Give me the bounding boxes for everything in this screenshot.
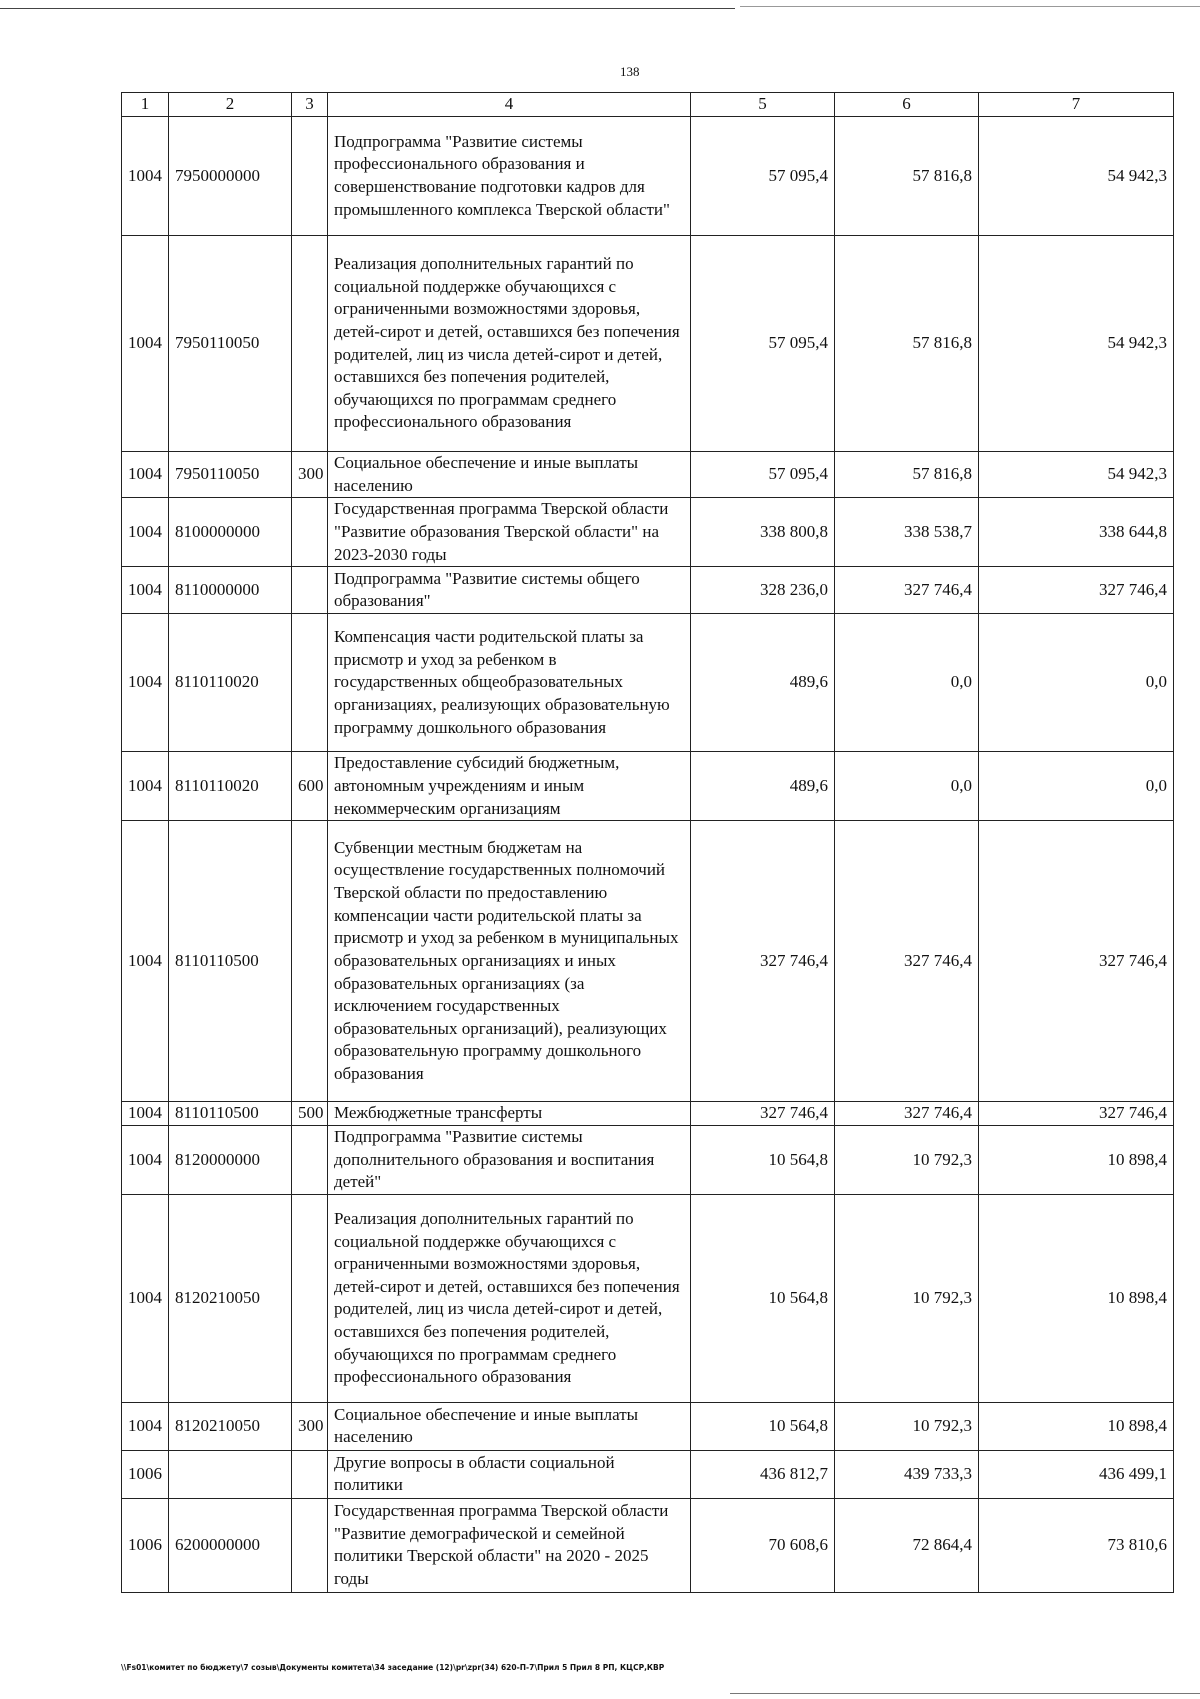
amount-col7: 10 898,4 — [979, 1125, 1174, 1194]
table-row — [122, 614, 1174, 752]
amount-col7: 54 942,3 — [979, 117, 1174, 236]
target-code — [169, 1450, 292, 1498]
table-row — [122, 1450, 1174, 1498]
section-code: 1004 — [122, 614, 169, 752]
amount-col6: 327 746,4 — [835, 821, 979, 1102]
target-code: 8110110500 — [169, 1102, 292, 1126]
table-row — [122, 752, 1174, 821]
target-code: 7950110050 — [169, 452, 292, 498]
section-code: 1004 — [122, 752, 169, 821]
amount-col7: 327 746,4 — [979, 1102, 1174, 1126]
amount-col7: 338 644,8 — [979, 498, 1174, 567]
column-header: 6 — [835, 93, 979, 117]
amount-col5: 327 746,4 — [691, 821, 835, 1102]
amount-col7: 327 746,4 — [979, 821, 1174, 1102]
table-header-row — [122, 93, 1174, 117]
scan-edge-line — [740, 6, 1200, 7]
expense-type — [292, 821, 328, 1102]
target-code: 8110110020 — [169, 752, 292, 821]
amount-col5: 57 095,4 — [691, 117, 835, 236]
section-code: 1004 — [122, 236, 169, 452]
amount-col7: 73 810,6 — [979, 1498, 1174, 1592]
amount-col5: 328 236,0 — [691, 567, 835, 614]
section-code: 1004 — [122, 1102, 169, 1126]
item-name: Подпрограмма "Развитие системы дополнительного образования и воспитания детей" — [328, 1125, 691, 1194]
expense-type: 600 — [292, 752, 328, 821]
amount-col5: 10 564,8 — [691, 1125, 835, 1194]
scan-edge-line — [0, 8, 735, 9]
amount-col6: 338 538,7 — [835, 498, 979, 567]
amount-col5: 436 812,7 — [691, 1450, 835, 1498]
target-code: 8110110500 — [169, 821, 292, 1102]
item-name: Подпрограмма "Развитие системы общего образования" — [328, 567, 691, 614]
amount-col6: 57 816,8 — [835, 452, 979, 498]
amount-col7: 436 499,1 — [979, 1450, 1174, 1498]
item-name: Предоставление субсидий бюджетным, автономным учреждениям и иным некоммерческим организациям — [328, 752, 691, 821]
amount-col6: 57 816,8 — [835, 236, 979, 452]
amount-col5: 57 095,4 — [691, 452, 835, 498]
table-row — [122, 117, 1174, 236]
section-code: 1004 — [122, 1194, 169, 1402]
section-code: 1004 — [122, 452, 169, 498]
item-name: Межбюджетные трансферты — [328, 1102, 691, 1126]
target-code: 8120000000 — [169, 1125, 292, 1194]
amount-col6: 10 792,3 — [835, 1194, 979, 1402]
expense-type: 300 — [292, 452, 328, 498]
item-name: Реализация дополнительных гарантий по социальной поддержке обучающихся с ограниченными возможностями здоровья, детей-сирот и детей, оставшихся без попечения родителей, лиц из числа детей-сирот и детей, оставшихся без попечения родителей, обучающихся по программам среднего профессионального образования — [328, 236, 691, 452]
item-name: Государственная программа Тверской области "Развитие демографической и семейной политики Тверской области" на 2020 - 2025 годы — [328, 1498, 691, 1592]
section-code: 1004 — [122, 821, 169, 1102]
target-code: 8110110020 — [169, 614, 292, 752]
section-code: 1006 — [122, 1450, 169, 1498]
expense-type — [292, 567, 328, 614]
target-code: 8100000000 — [169, 498, 292, 567]
column-header: 4 — [328, 93, 691, 117]
item-name: Государственная программа Тверской области "Развитие образования Тверской области" на 2023-2030 годы — [328, 498, 691, 567]
amount-col6: 0,0 — [835, 614, 979, 752]
amount-col7: 54 942,3 — [979, 236, 1174, 452]
budget-table — [121, 92, 1174, 1593]
section-code: 1004 — [122, 1125, 169, 1194]
table-row — [122, 498, 1174, 567]
column-header: 5 — [691, 93, 835, 117]
expense-type — [292, 1194, 328, 1402]
section-code: 1006 — [122, 1498, 169, 1592]
amount-col7: 0,0 — [979, 752, 1174, 821]
section-code: 1004 — [122, 498, 169, 567]
column-header: 2 — [169, 93, 292, 117]
amount-col6: 10 792,3 — [835, 1402, 979, 1450]
table-row — [122, 567, 1174, 614]
amount-col6: 10 792,3 — [835, 1125, 979, 1194]
expense-type — [292, 498, 328, 567]
table-row — [122, 236, 1174, 452]
column-header: 7 — [979, 93, 1174, 117]
expense-type: 500 — [292, 1102, 328, 1126]
amount-col7: 54 942,3 — [979, 452, 1174, 498]
page-number: 138 — [620, 64, 640, 79]
amount-col7: 10 898,4 — [979, 1194, 1174, 1402]
amount-col7: 0,0 — [979, 614, 1174, 752]
table-row — [122, 1125, 1174, 1194]
item-name: Другие вопросы в области социальной политики — [328, 1450, 691, 1498]
amount-col6: 327 746,4 — [835, 567, 979, 614]
amount-col5: 57 095,4 — [691, 236, 835, 452]
scan-edge-line — [730, 1693, 1200, 1694]
expense-type: 300 — [292, 1402, 328, 1450]
expense-type — [292, 1498, 328, 1592]
section-code: 1004 — [122, 1402, 169, 1450]
amount-col6: 439 733,3 — [835, 1450, 979, 1498]
table-row — [122, 1194, 1174, 1402]
item-name: Реализация дополнительных гарантий по социальной поддержке обучающихся с ограниченными возможностями здоровья, детей-сирот и детей, оставшихся без попечения родителей, лиц из числа детей-сирот и детей, оставшихся без попечения родителей, обучающихся по программам среднего профессионального образования — [328, 1194, 691, 1402]
amount-col6: 327 746,4 — [835, 1102, 979, 1126]
target-code: 6200000000 — [169, 1498, 292, 1592]
amount-col5: 338 800,8 — [691, 498, 835, 567]
expense-type — [292, 1450, 328, 1498]
target-code: 8120210050 — [169, 1402, 292, 1450]
target-code: 8120210050 — [169, 1194, 292, 1402]
item-name: Компенсация части родительской платы за присмотр и уход за ребенком в государственных общеобразовательных организациях, реализующих образовательную программу дошкольного образования — [328, 614, 691, 752]
expense-type — [292, 236, 328, 452]
amount-col5: 70 608,6 — [691, 1498, 835, 1592]
table-row — [122, 1498, 1174, 1592]
table-row — [122, 452, 1174, 498]
table-row — [122, 1402, 1174, 1450]
amount-col6: 0,0 — [835, 752, 979, 821]
column-header: 3 — [292, 93, 328, 117]
amount-col7: 327 746,4 — [979, 567, 1174, 614]
item-name: Социальное обеспечение и иные выплаты населению — [328, 1402, 691, 1450]
target-code: 7950000000 — [169, 117, 292, 236]
amount-col5: 489,6 — [691, 752, 835, 821]
amount-col5: 10 564,8 — [691, 1402, 835, 1450]
table-row — [122, 821, 1174, 1102]
section-code: 1004 — [122, 567, 169, 614]
item-name: Социальное обеспечение и иные выплаты населению — [328, 452, 691, 498]
amount-col5: 10 564,8 — [691, 1194, 835, 1402]
amount-col5: 327 746,4 — [691, 1102, 835, 1126]
target-code: 8110000000 — [169, 567, 292, 614]
amount-col7: 10 898,4 — [979, 1402, 1174, 1450]
amount-col6: 72 864,4 — [835, 1498, 979, 1592]
section-code: 1004 — [122, 117, 169, 236]
target-code: 7950110050 — [169, 236, 292, 452]
table-row — [122, 1102, 1174, 1126]
amount-col5: 489,6 — [691, 614, 835, 752]
expense-type — [292, 1125, 328, 1194]
item-name: Субвенции местным бюджетам на осуществление государственных полномочий Тверской области по предоставлению компенсации части родительской платы за присмотр и уход за ребенком в муниципальных образовательных организациях и иных образовательных организациях (за исключением государственных образовательных организаций), реализующих образовательную программу дошкольного образования — [328, 821, 691, 1102]
item-name: Подпрограмма "Развитие системы профессионального образования и совершенствование подготовки кадров для промышленного комплекса Тверской области" — [328, 117, 691, 236]
amount-col6: 57 816,8 — [835, 117, 979, 236]
document-file-path: \\Fs01\комитет по бюджету\7 созыв\Документы комитета\34 заседание (12)\pr\zpr(34) 620-П-7\Прил 5 Прил 8 РП, КЦСР,КВР — [121, 1663, 665, 1672]
column-header: 1 — [122, 93, 169, 117]
expense-type — [292, 117, 328, 236]
expense-type — [292, 614, 328, 752]
